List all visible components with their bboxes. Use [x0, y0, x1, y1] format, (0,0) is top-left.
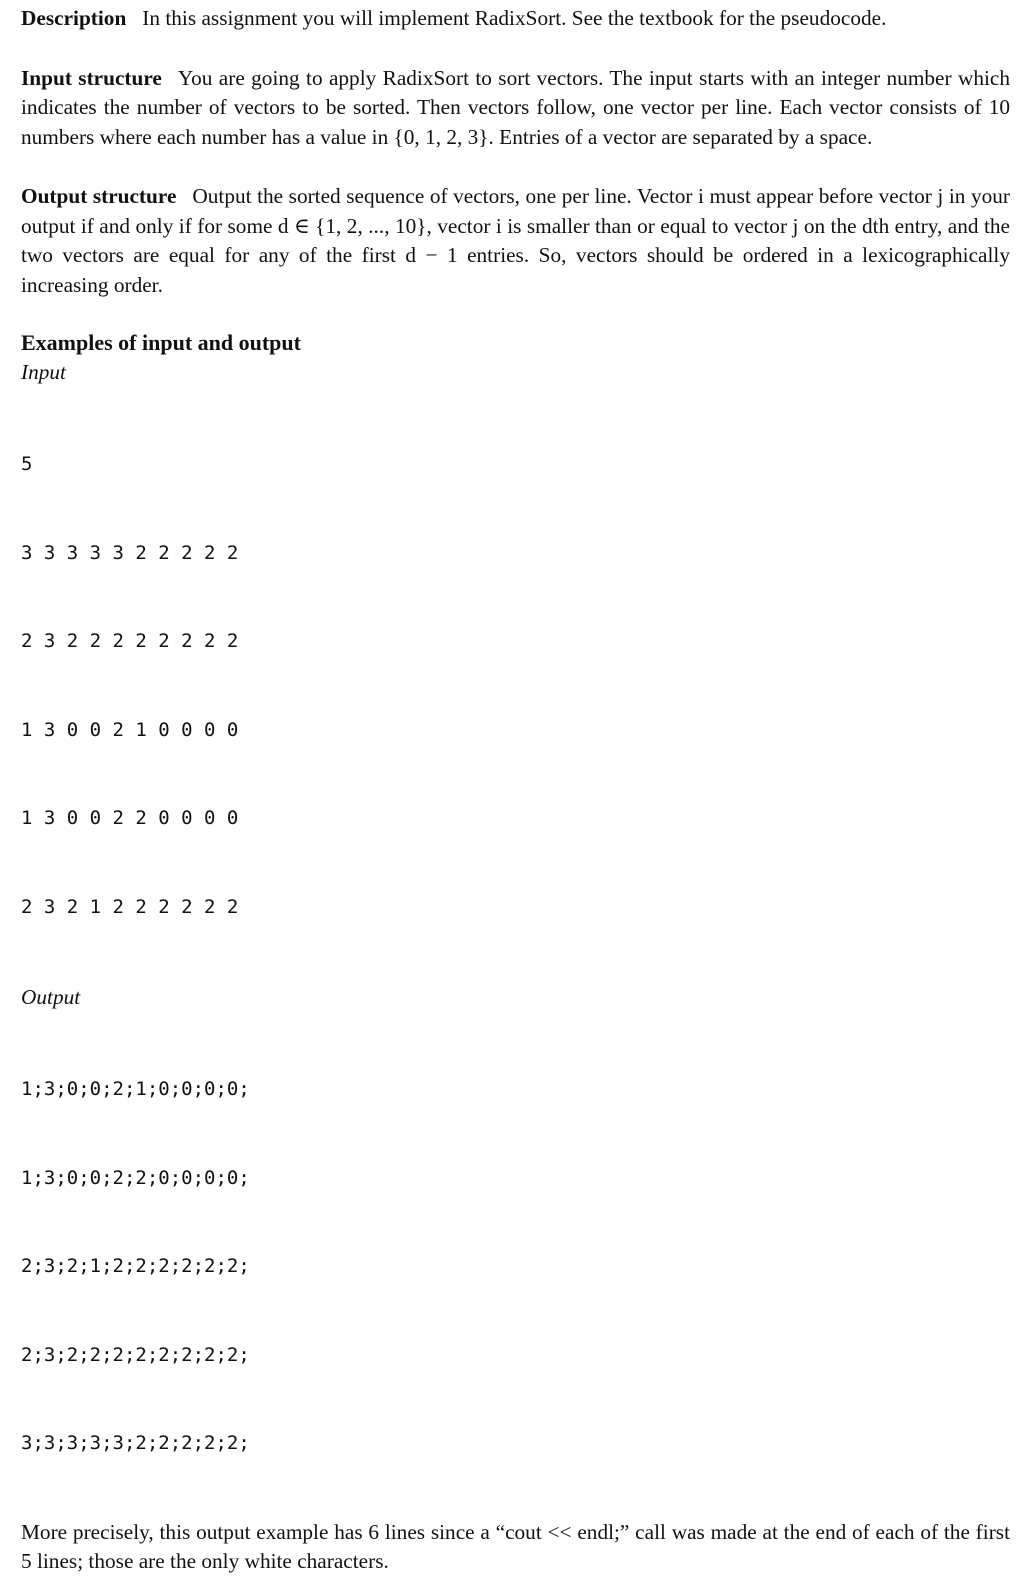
section-spacer: [21, 152, 1010, 182]
examples-section: [21, 328, 1010, 1577]
input-example-block: [21, 391, 1010, 981]
section-spacer: [21, 34, 1010, 64]
input-structure-text: You are going to apply RadixSort to sort vectors. The input starts with an integer number which indicates the number of vectors to be sorted. Then vectors follow, one vector per line. Each vector consists of 10 numbers where each number has a value in {0, 1, 2, 3}. Entries of a vector are separated by a space.: [21, 65, 1011, 149]
input-structure-heading: Input structure: [21, 65, 162, 90]
output-line: 1;3;0;0;2;1;0;0;0;0;: [21, 1078, 250, 1100]
description-text: In this assignment you will implement RadixSort. See the textbook for the pseudocode.: [142, 6, 887, 30]
input-line: 2 3 2 1 2 2 2 2 2 2: [21, 895, 239, 918]
description-heading: Description: [21, 6, 127, 30]
examples-heading: Examples of input and output: [21, 330, 301, 355]
output-line: 3;3;3;3;3;2;2;2;2;2;: [21, 1432, 250, 1454]
output-example-block: [21, 1016, 1010, 1518]
input-label: Input: [21, 360, 66, 384]
description-section: [21, 4, 1010, 34]
output-label: Output: [21, 985, 81, 1009]
description-paragraph: [21, 4, 1010, 34]
input-structure-section: [21, 64, 1010, 153]
output-structure-section: [21, 182, 1010, 300]
input-line: 1 3 0 0 2 2 0 0 0 0: [21, 807, 239, 829]
closing-paragraph: More precisely, this output example has 6 lines since a “cout << endl;” call was made at the end of each of the first 5 lines; those are the only white characters.: [21, 1519, 1010, 1573]
output-structure-paragraph: [21, 182, 1010, 300]
input-line: 3 3 3 3 3 2 2 2 2 2: [21, 541, 239, 564]
output-line: 2;3;2;1;2;2;2;2;2;2;: [21, 1255, 250, 1277]
input-structure-paragraph: [21, 64, 1010, 153]
input-line: 1 3 0 0 2 1 0 0 0 0: [21, 718, 239, 741]
output-structure-heading: Output structure: [21, 184, 177, 208]
input-line: 2 3 2 2 2 2 2 2 2 2: [21, 630, 239, 652]
output-structure-text: Output the sorted sequence of vectors, one per line. Vector i must appear before vector j in your output if and only if for some d ∈ {1, 2, ..., 10}, vector i is smaller than or equal to vector j on the dth entry, and the two vectors are equal for any of the first d − 1 entries. So, vectors should be ordered in a lexicographically increasing order.: [21, 184, 1010, 297]
section-spacer: [21, 300, 1010, 328]
output-line: 1;3;0;0;2;2;0;0;0;0;: [21, 1166, 250, 1189]
input-line: 5: [21, 453, 33, 475]
output-line: 2;3;2;2;2;2;2;2;2;2;: [21, 1343, 250, 1366]
